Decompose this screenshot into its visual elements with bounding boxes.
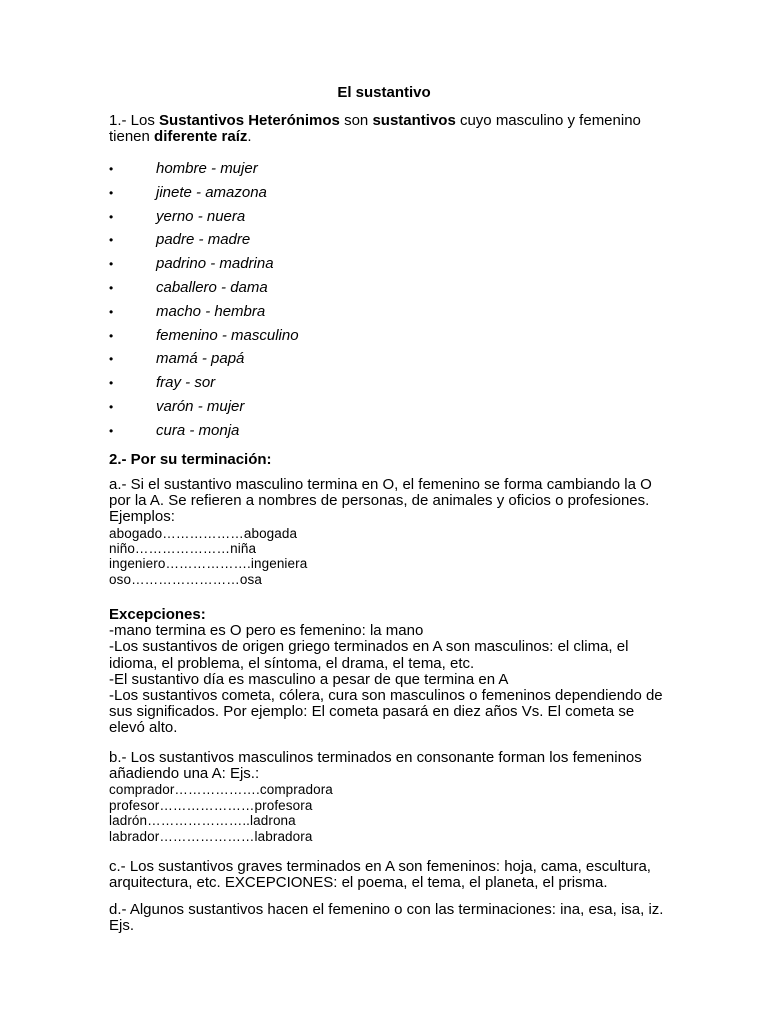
section2c-text: c.- Los sustantivos graves terminados en A son femeninos: hoja, cama, escultura, arquitectura, etc. EXCEPCIONES: el poema, el tema, el planeta, el prisma. — [109, 858, 651, 892]
exception-item: -Los sustantivos de origen griego terminados en A son masculinos: el clima, el idioma, el problema, el síntoma, el drama, el tema, etc. — [109, 638, 629, 672]
list-item — [109, 421, 509, 445]
example-row: oso……………………osa — [109, 571, 262, 587]
section1-intro — [109, 113, 669, 145]
list-item-text: yerno - nuera — [156, 207, 246, 225]
list-item-text: macho - hembra — [156, 302, 266, 320]
list-item-text: varón - mujer — [156, 397, 245, 415]
section2a-block — [109, 477, 669, 587]
bullet-icon: • — [109, 328, 114, 343]
section2a-text: a.- Si el sustantivo masculino termina en O, el femenino se forma cambiando la O por la A. Se refieren a nombres de personas, de animales y oficios o profesiones. — [109, 476, 652, 510]
bullet-icon: • — [109, 162, 114, 176]
list-item-text: caballero - dama — [156, 278, 268, 296]
list-item-text: padrino - madrina — [156, 255, 274, 273]
list-item — [109, 278, 509, 302]
intro-bold-sustantivos: sustantivos — [372, 112, 456, 129]
bullet-icon: • — [109, 399, 114, 414]
list-item — [109, 397, 509, 421]
list-item — [109, 230, 509, 254]
list-item — [109, 183, 509, 207]
example-row: ladrón…………………..ladrona — [109, 813, 296, 829]
bullet-icon: • — [109, 257, 114, 272]
bullet-icon: • — [109, 280, 114, 295]
list-item — [109, 349, 509, 373]
bullet-icon: • — [109, 352, 114, 367]
bullet-icon: • — [109, 304, 114, 319]
intro-text-1: 1.- Los — [109, 112, 160, 129]
exception-item: -mano termina es O pero es femenino: la mano — [109, 622, 424, 640]
bullet-icon: • — [109, 233, 114, 248]
list-item-text: cura - monja — [156, 421, 240, 439]
example-row: abogado………………abogada — [109, 525, 298, 541]
list-item — [109, 302, 509, 326]
document-title: El sustantivo — [337, 84, 431, 101]
exceptions-block — [109, 607, 669, 737]
bullet-icon: • — [109, 423, 114, 438]
list-item-text: mamá - papá — [156, 350, 245, 368]
list-item — [109, 373, 509, 397]
list-item — [109, 254, 509, 278]
section2b-text: b.- Los sustantivos masculinos terminados en consonante forman los femeninos añadiendo una A: Ejs.: — [109, 749, 642, 783]
bullet-icon: • — [109, 185, 114, 200]
exceptions-heading: Excepciones: — [109, 606, 206, 623]
list-item-text: jinete - amazona — [156, 183, 267, 201]
intro-bold-heteronimos: Sustantivos Heterónimos — [159, 112, 340, 129]
exception-item: -Los sustantivos cometa, cólera, cura son masculinos o femeninos dependiendo de sus significados. Por ejemplo: El cometa pasará en diez años Vs. El cometa se elevó alto. — [109, 687, 663, 737]
example-row: niño…………………niña — [109, 541, 257, 557]
section2c-block — [109, 859, 669, 891]
heteronimos-list — [109, 159, 509, 445]
list-item-text: padre - madre — [156, 231, 251, 249]
section2-heading: 2.- Por su terminación: — [109, 451, 272, 468]
example-row: ingeniero……………….ingeniera — [109, 556, 308, 572]
list-item — [109, 326, 509, 350]
bullet-icon: • — [109, 209, 114, 224]
list-item — [109, 207, 509, 231]
intro-bold-raiz: diferente raíz — [154, 128, 248, 145]
bullet-icon: • — [109, 376, 114, 391]
list-item — [109, 159, 509, 183]
list-item-text: femenino - masculino — [156, 326, 299, 344]
section2d-block — [109, 902, 669, 934]
intro-text-4: . — [247, 128, 252, 145]
example-row: labrador…………………labradora — [109, 828, 313, 844]
section2b-block — [109, 750, 669, 844]
intro-text-2: son — [339, 112, 373, 129]
section2d-text: d.- Algunos sustantivos hacen el femenino o con las terminaciones: ina, esa, isa, iz. Ejs. — [109, 901, 664, 935]
exception-item: -El sustantivo día es masculino a pesar de que termina en A — [109, 670, 509, 688]
intro-text-3: cuyo masculino y femenino tienen — [109, 112, 641, 145]
example-row: profesor…………………profesora — [109, 797, 313, 813]
list-item-text: fray - sor — [156, 374, 216, 392]
list-item-text: hombre - mujer — [156, 160, 258, 177]
section2a-examples-label: Ejemplos: — [109, 508, 175, 526]
example-row: comprador……………….compradora — [109, 782, 333, 798]
